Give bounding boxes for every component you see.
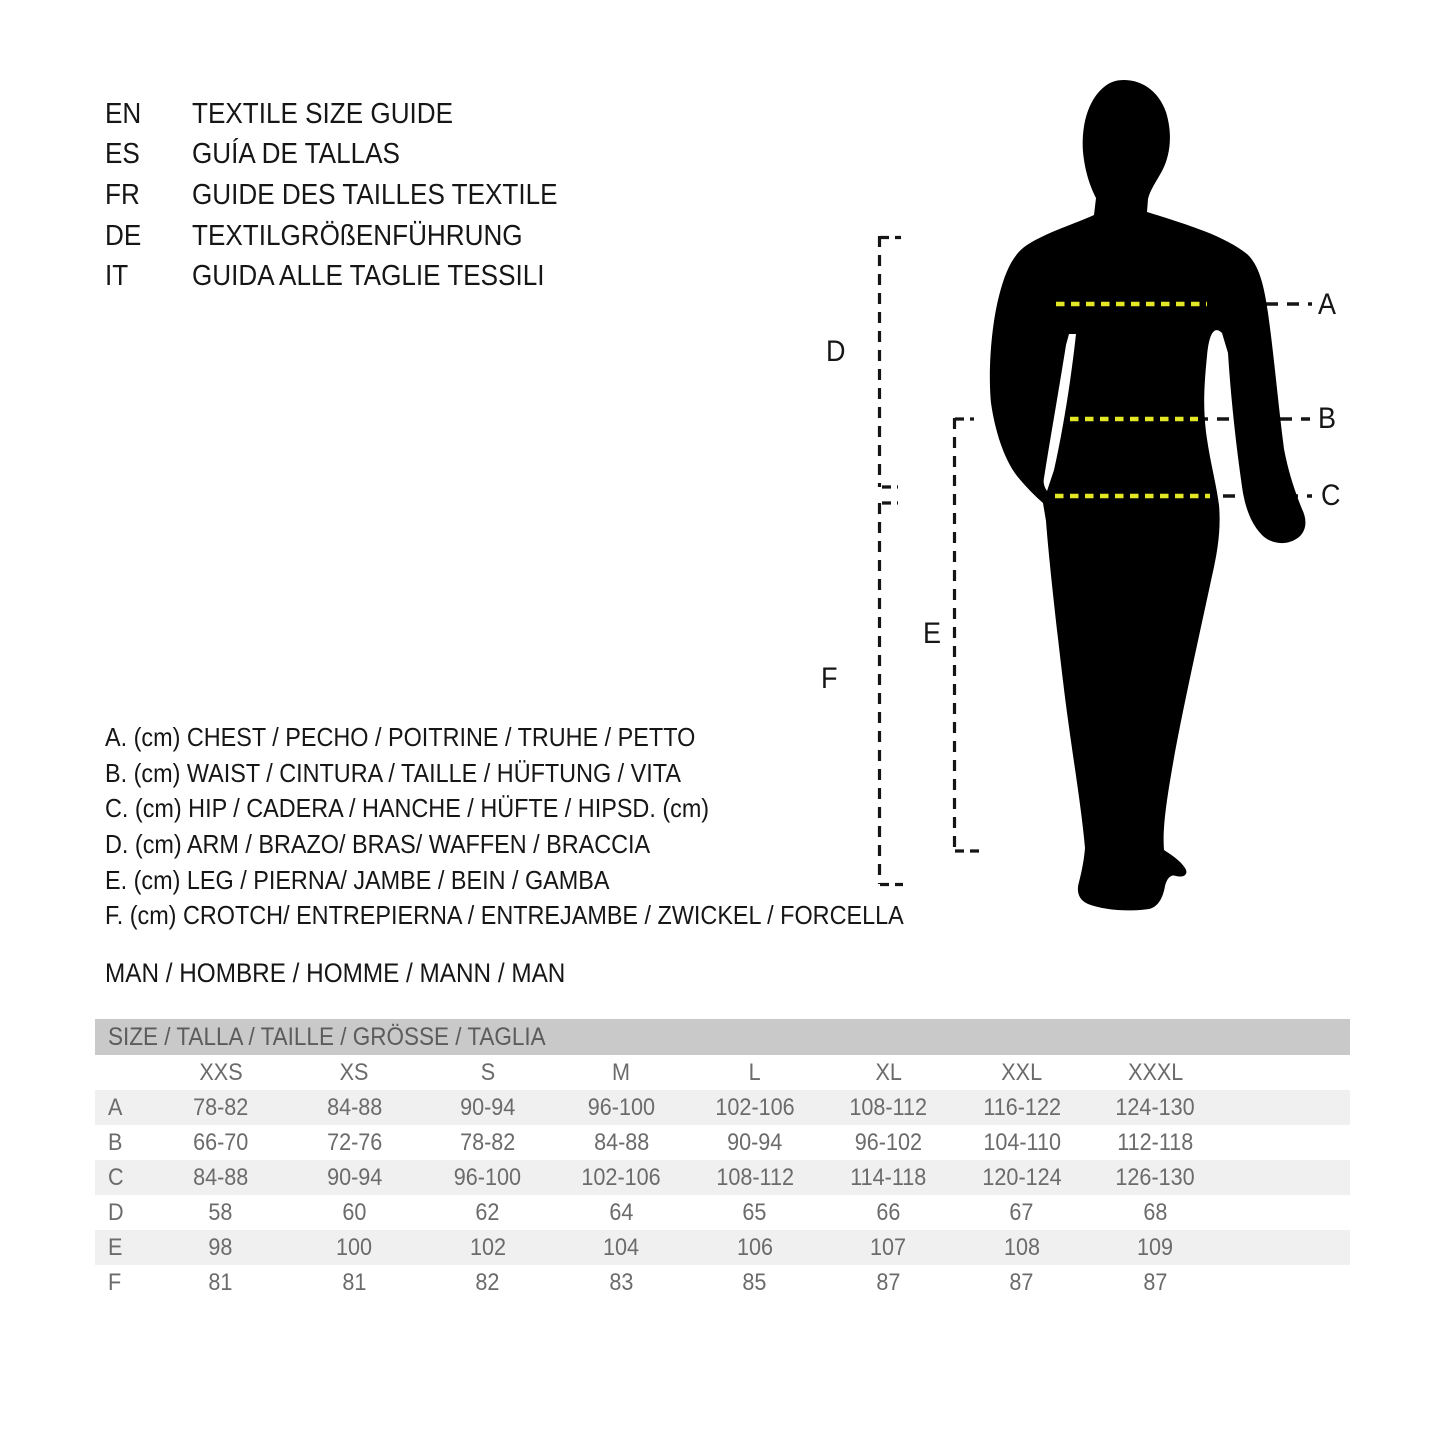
language-code: ES: [105, 138, 140, 171]
size-cell: 100: [336, 1233, 373, 1261]
row-label: B: [108, 1128, 123, 1156]
size-cell: 114-118: [850, 1163, 927, 1191]
marker-label-c: C: [1321, 479, 1341, 512]
row-label: C: [108, 1163, 124, 1191]
size-cell: 83: [609, 1268, 634, 1296]
size-column-header: S: [480, 1058, 495, 1086]
size-cell: 108-112: [715, 1163, 794, 1191]
size-cell: 102-106: [581, 1163, 661, 1191]
size-cell: 120-124: [982, 1163, 1062, 1191]
size-cell: 68: [1143, 1198, 1168, 1226]
table-row: [95, 1230, 1350, 1265]
table-body: [95, 1090, 1350, 1300]
size-cell: 108: [1003, 1233, 1040, 1261]
size-cell: 104: [603, 1233, 640, 1261]
language-title-list: [105, 94, 598, 297]
size-cell: 78-82: [460, 1128, 516, 1156]
size-cell: 87: [1143, 1268, 1168, 1296]
size-cell: 62: [475, 1198, 500, 1226]
size-cell: 90-94: [326, 1163, 382, 1191]
size-cell: 90-94: [727, 1128, 783, 1156]
size-cell: 104-110: [982, 1128, 1061, 1156]
language-code: EN: [105, 97, 142, 130]
legend-row: [105, 827, 992, 863]
table-row: [95, 1160, 1350, 1195]
language-code: FR: [105, 178, 140, 211]
size-cell: 67: [1009, 1198, 1034, 1226]
table-header-text: SIZE / TALLA / TAILLE / GRÖSSE / TAGLIA: [108, 1022, 546, 1051]
table-row: [95, 1090, 1350, 1125]
size-column-header: XXL: [1001, 1058, 1043, 1086]
row-label: D: [108, 1198, 124, 1226]
size-cell: 90-94: [460, 1093, 516, 1121]
legend-row: [105, 756, 992, 792]
size-cell: 82: [475, 1268, 500, 1296]
size-cell: 78-82: [193, 1093, 249, 1121]
size-cell: 66-70: [193, 1128, 249, 1156]
language-code: IT: [105, 260, 129, 293]
size-column-header: L: [748, 1058, 761, 1086]
size-table: [95, 1019, 1350, 1300]
size-cell: 81: [342, 1268, 367, 1296]
table-row: [95, 1195, 1350, 1230]
size-cell: 87: [1009, 1268, 1034, 1296]
marker-label-a: A: [1318, 288, 1337, 321]
size-column-header: XL: [875, 1058, 902, 1086]
size-cell: 108-112: [849, 1093, 928, 1121]
legend-row: [105, 791, 992, 827]
marker-label-b: B: [1318, 402, 1337, 435]
row-label: F: [108, 1268, 122, 1296]
category-line: MAN / HOMBRE / HOMME / MANN / MAN: [105, 958, 566, 988]
size-cell: 85: [742, 1268, 767, 1296]
size-column-header: M: [612, 1058, 631, 1086]
size-cell: 107: [870, 1233, 907, 1261]
legend-text: A. (cm) CHEST / PECHO / POITRINE / TRUHE / PETTO: [105, 722, 696, 753]
marker-label-e: E: [923, 617, 942, 650]
size-cell: 126-130: [1115, 1163, 1195, 1191]
legend-row: [105, 898, 992, 934]
guide-title: TEXTILGRÖßENFÜHRUNG: [192, 219, 523, 252]
size-cell: 65: [742, 1198, 767, 1226]
size-cell: 64: [609, 1198, 634, 1226]
measurement-legend: [105, 720, 992, 934]
size-cell: 112-118: [1117, 1128, 1194, 1156]
title-row: [105, 175, 598, 216]
guide-title: GUIDA ALLE TAGLIE TESSILI: [192, 260, 545, 293]
size-cell: 81: [208, 1268, 233, 1296]
size-cell: 102: [469, 1233, 506, 1261]
size-cell: 84-88: [326, 1093, 382, 1121]
title-row: [105, 216, 598, 257]
yellow-dashed-lines: [1055, 304, 1210, 496]
size-column-header: XXS: [199, 1058, 243, 1086]
size-cell: 84-88: [193, 1163, 249, 1191]
size-cell: 66: [876, 1198, 901, 1226]
size-column-header: XS: [339, 1058, 369, 1086]
size-cell: 116-122: [982, 1093, 1061, 1121]
legend-text: F. (cm) CROTCH/ ENTREPIERNA / ENTREJAMBE / ZWICKEL / FORCELLA: [105, 900, 904, 931]
legend-text: C. (cm) HIP / CADERA / HANCHE / HÜFTE / HIPSD. (cm): [105, 793, 710, 824]
legend-text: D. (cm) ARM / BRAZO/ BRAS/ WAFFEN / BRACCIA: [105, 829, 651, 860]
size-header-row: [95, 1055, 1350, 1090]
marker-label-f: F: [821, 662, 838, 695]
guide-title: GUÍA DE TALLAS: [192, 138, 400, 171]
table-row: [95, 1125, 1350, 1160]
legend-row: [105, 862, 992, 898]
size-cell: 124-130: [1115, 1093, 1195, 1121]
size-cell: 98: [208, 1233, 233, 1261]
legend-text: E. (cm) LEG / PIERNA/ JAMBE / BEIN / GAMBA: [105, 864, 610, 895]
table-header-bar: [95, 1019, 1350, 1055]
man-silhouette: [990, 80, 1306, 910]
size-cell: 109: [1137, 1233, 1174, 1261]
guide-title: GUIDE DES TAILLES TEXTILE: [192, 178, 558, 211]
legend-text: B. (cm) WAIST / CINTURA / TAILLE / HÜFTUNG / VITA: [105, 757, 681, 788]
size-cell: 58: [208, 1198, 233, 1226]
title-row: [105, 135, 598, 176]
title-row: [105, 94, 598, 135]
legend-row: [105, 720, 992, 756]
row-label: E: [108, 1233, 123, 1261]
size-cell: 87: [876, 1268, 901, 1296]
size-cell: 102-106: [715, 1093, 795, 1121]
guide-title: TEXTILE SIZE GUIDE: [192, 97, 454, 130]
size-cell: 96-100: [587, 1093, 655, 1121]
marker-label-d: D: [826, 335, 846, 368]
size-column-header: XXXL: [1127, 1058, 1183, 1086]
language-code: DE: [105, 219, 142, 252]
size-cell: 60: [342, 1198, 367, 1226]
row-label: A: [108, 1093, 123, 1121]
size-cell: 96-100: [454, 1163, 522, 1191]
title-row: [105, 256, 598, 297]
table-row: [95, 1265, 1350, 1300]
size-cell: 106: [736, 1233, 773, 1261]
size-cell: 84-88: [593, 1128, 649, 1156]
size-cell: 96-102: [854, 1128, 922, 1156]
size-cell: 72-76: [326, 1128, 382, 1156]
black-dashed-lines: [1055, 304, 1312, 496]
